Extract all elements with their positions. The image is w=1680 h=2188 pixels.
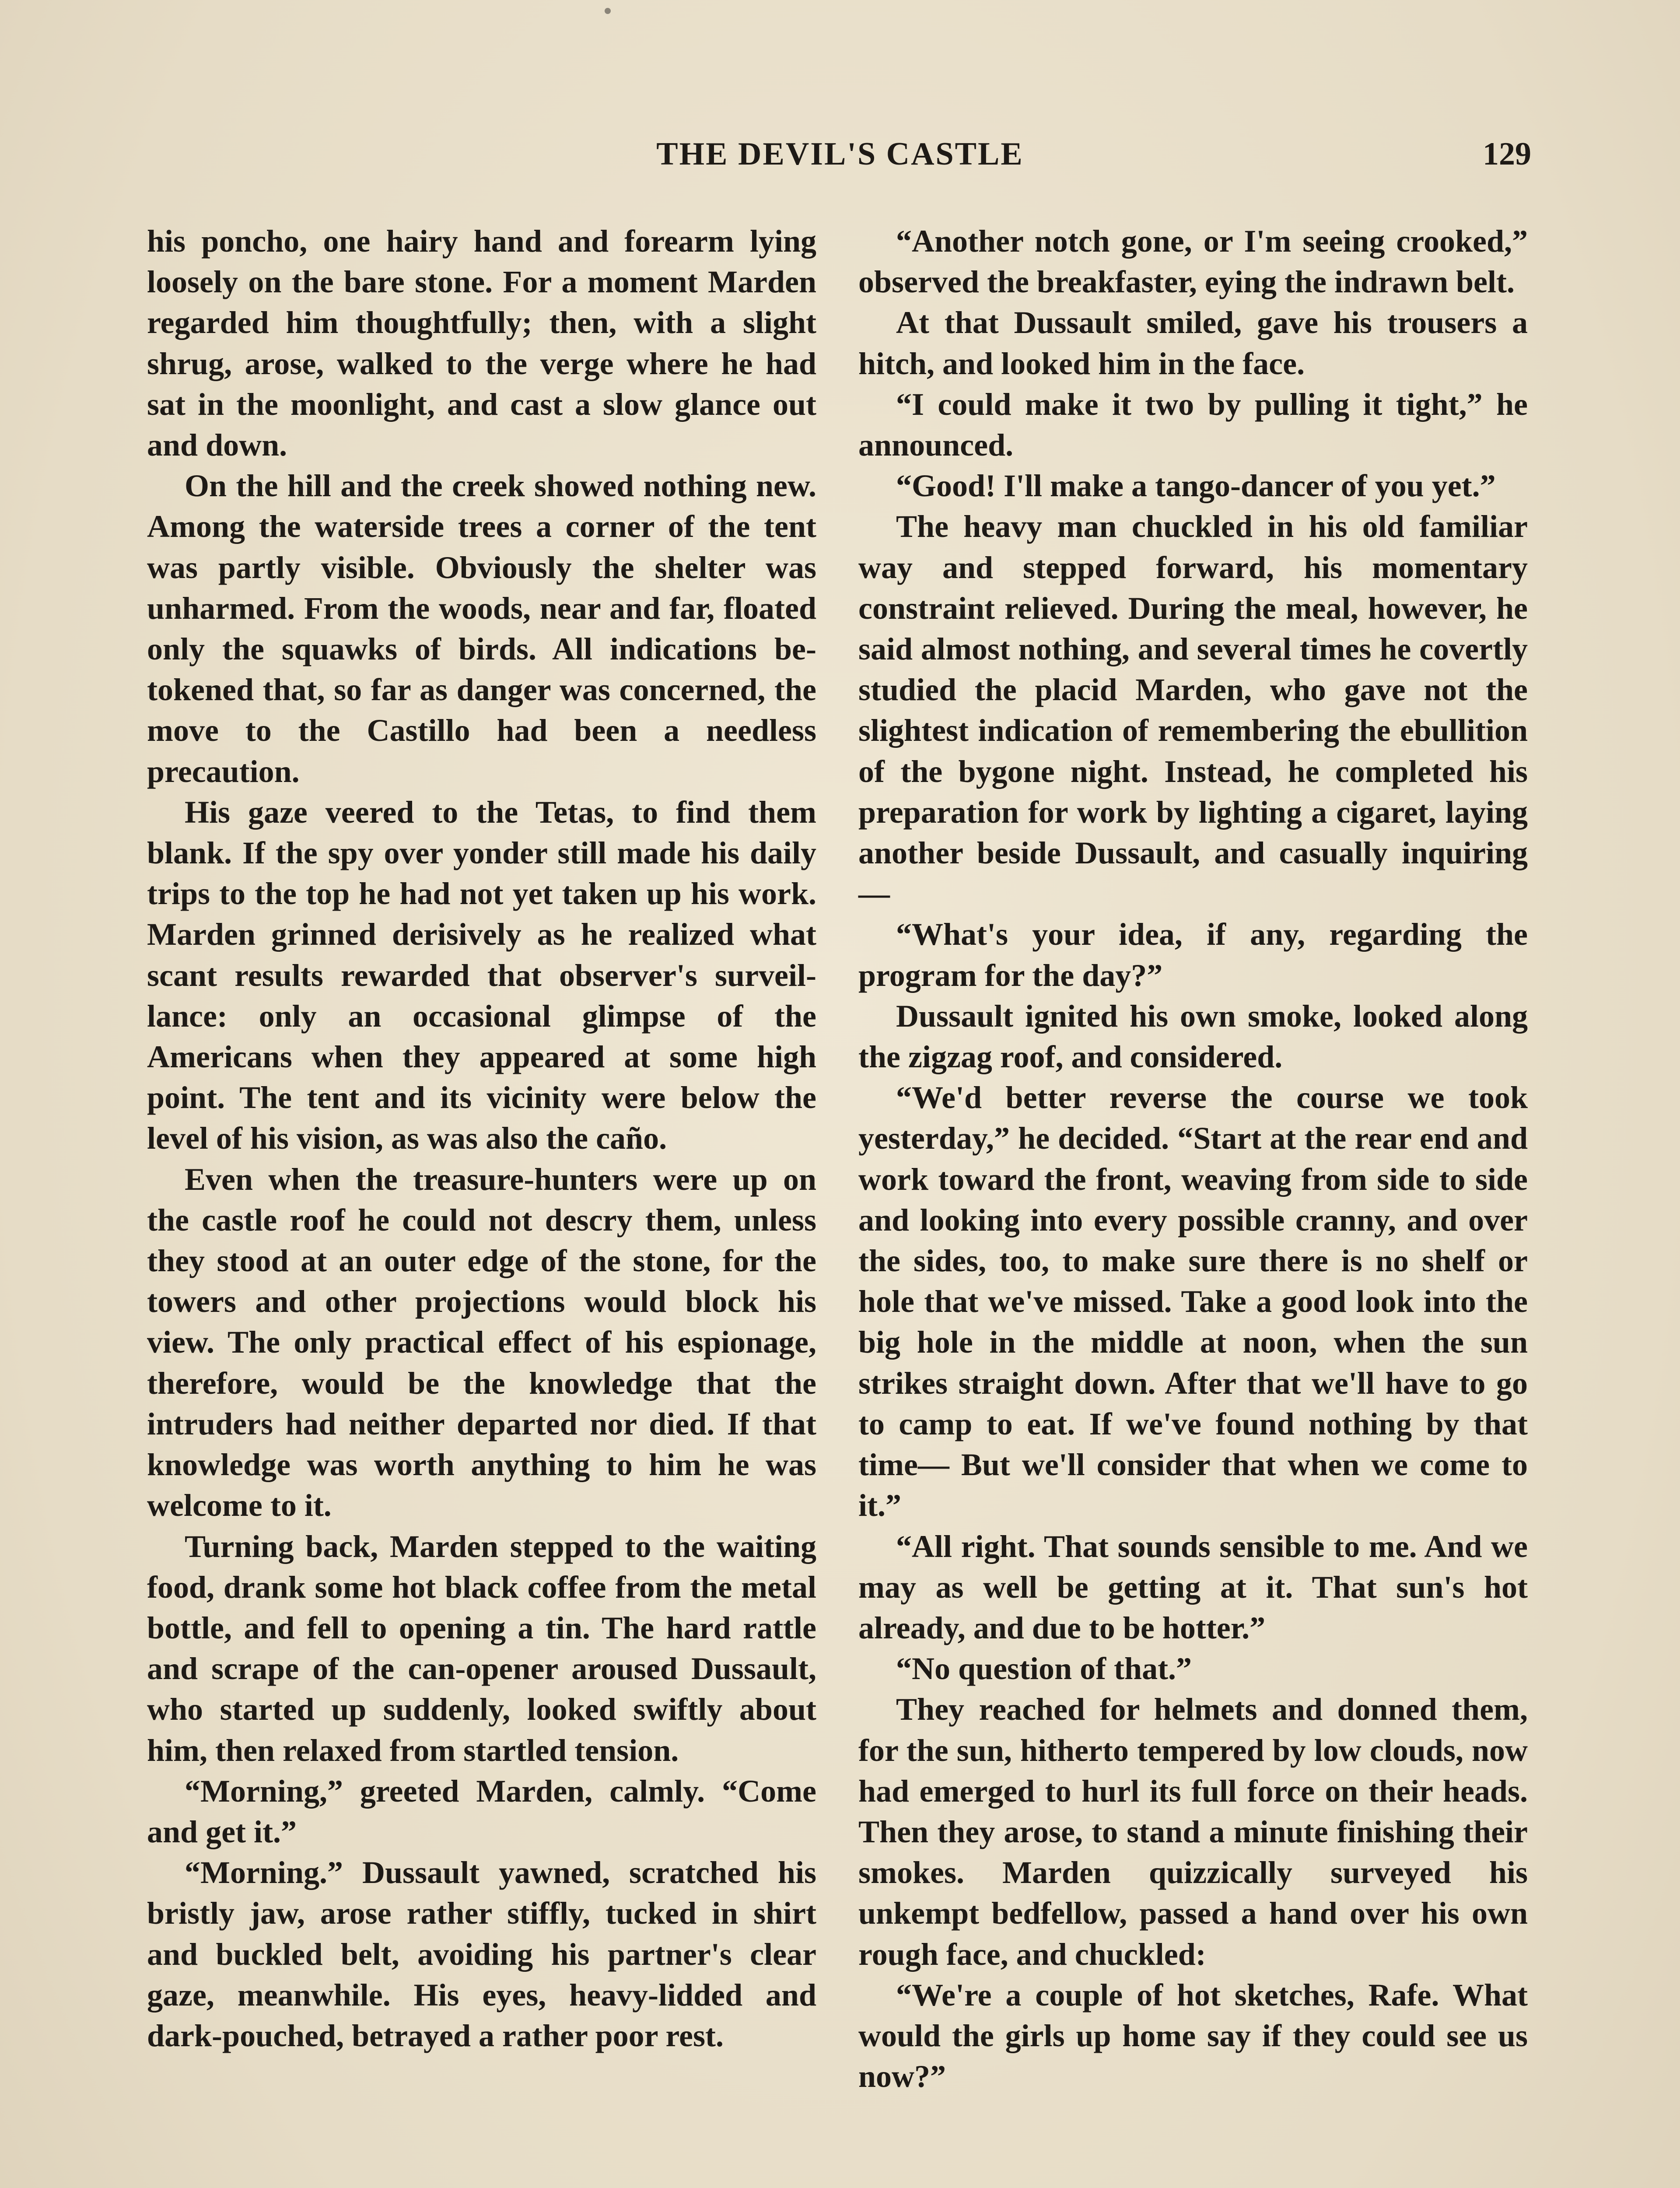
paragraph: his poncho, one hairy hand and forearm lying loosely on the bare stone. For a moment Marden regarded him thoughtfully; then, with a slight shrug, arose, walked to the verge where he had sat in the moonlight, and cast a slow glance out and down. [147,224,816,463]
right-column [858,221,1528,2097]
paragraph: “What's your idea, if any, regarding the program for the day?” [858,917,1528,993]
paragraph: “I could make it two by pulling it tight,” he announced. [858,386,1528,463]
paragraph: “Morning.” Dussault yawned, scratched his bristly jaw, arose rather stiffly, tucked in shirt and buckled belt, avoiding his partner's clear gaze, meanwhile. His eyes, heavy-lidded and dark-pouched, betrayed a rather poor rest. [147,1855,816,2053]
paragraph: “All right. That sounds sensible to me. And we may as well be getting at it. That sun's hot already, and due to be hotter.” [858,1529,1528,1645]
paragraph: Even when the treasure-hunters were up on the castle roof he could not descry them, unless they stood at an outer edge of the stone, for the towers and other projections would block his view. The only practical effect of his espionage, therefore, would be the knowledge that the intruders had neither departed nor died. If that knowledge was worth anything to him he was welcome to it. [147,1161,816,1523]
left-column [147,221,816,2056]
paragraph: “Good! I'll make a tango-dancer of you yet.” [896,468,1496,504]
paragraph: They reached for helmets and donned them, for the sun, hitherto tempered by low clouds, now had emerged to hurl its full force on their heads. Then they arose, to stand a minute finishing their smokes. Marden quizzically surveyed his unkempt bedfellow, passed a hand over his own rough face, and chuckled: [858,1692,1528,1972]
paragraph: Turning back, Marden stepped to the waiting food, drank some hot black coffee from the metal bottle, and fell to opening a tin. The hard rattle and scrape of the can-opener aroused Dussault, who started up suddenly, looked swiftly about him, then relaxed from startled tension. [147,1529,816,1768]
paragraph: At that Dussault smiled, gave his trousers a hitch, and looked him in the face. [858,305,1528,381]
paragraph: Dussault ignited his own smoke, looked along the zigzag roof, and considered. [858,998,1528,1075]
print-speck [605,8,611,14]
paragraph: “No question of that.” [896,1651,1192,1687]
page-header [149,131,1531,179]
running-head: THE DEVIL'S CASTLE [656,136,1024,172]
paragraph: His gaze veered to the Tetas, to find them blank. If the spy over yonder still made his daily trips to the top he had not yet taken up his work. Marden grinned derisively as he realized what scant results rewarded that observer's surveillance: only an occasional glimpse of the Americans when they appeared at some high point. The tent and its vicinity were below the level of his vision, as was also the caño. [147,794,816,1156]
paragraph: The heavy man chuckled in his old familiar way and stepped forward, his momentary constraint relieved. During the meal, however, he said almost nothing, and several times he covertly studied the placid Marden, who gave not the slightest indication of remembering the ebullition of the bygone night. Instead, he completed his preparation for work by lighting a cigaret, laying another beside Dussault, and casually inquiring— [858,509,1528,912]
paragraph: On the hill and the creek showed nothing new. Among the waterside trees a corner of the tent was partly visible. Obviously the shelter was unharmed. From the woods, near and far, floated only the squawks of birds. All indications betokened that, so far as danger was concerned, the move to the Castillo had been a needless precaution. [147,468,816,789]
paragraph: “We'd better reverse the course we took yesterday,” he decided. “Start at the rear end and work toward the front, weaving from side to side and looking into every possible cranny, and over the sides, too, to make sure there is no shelf or hole that we've missed. Take a good look into the big hole in the middle at noon, when the sun strikes straight down. After that we'll have to go to camp to eat. If we've found nothing by that time— But we'll consider that when we come to it.” [858,1080,1528,1523]
paragraph: “We're a couple of hot sketches, Rafe. What would the girls up home say if they could see us now?” [858,1977,1528,2094]
paragraph: “Morning,” greeted Marden, calmly. “Come and get it.” [147,1773,816,1849]
paragraph: “Another notch gone, or I'm seeing crooked,” observed the breakfaster, eying the indrawn belt. [858,224,1528,300]
page-number: 129 [1483,136,1531,172]
